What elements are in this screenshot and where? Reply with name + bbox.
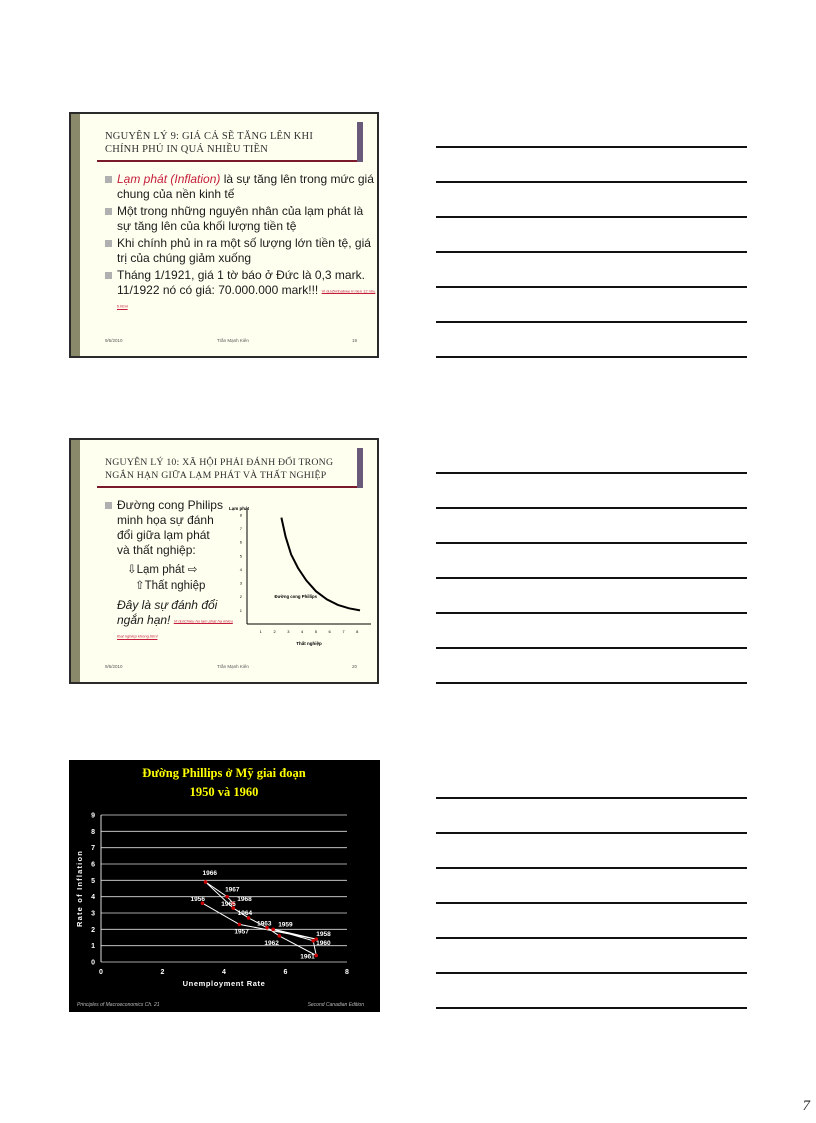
bullet-item: [105, 172, 377, 202]
note-line: [436, 146, 747, 148]
data-point: [314, 954, 318, 958]
bullet-item: [105, 498, 223, 558]
y-tick-label: 4: [91, 894, 95, 902]
bullet-text: là sự tăng lên trong mức giá chung của nền kinh tế: [117, 172, 374, 201]
y-tick-label: 7: [91, 845, 95, 853]
footer-book: Principles of Macroeconomics Ch. 21: [77, 1002, 160, 1008]
note-line: [436, 577, 747, 579]
note-line: [436, 902, 747, 904]
footer-date: 9/5/2010: [105, 338, 123, 343]
note-line: [436, 251, 747, 253]
x-tick-label: 3: [287, 629, 290, 634]
x-tick-label: 8: [345, 969, 349, 976]
footer-slide-number: 19: [351, 338, 357, 343]
title-shade: [357, 122, 363, 162]
data-label: 1968: [237, 896, 252, 904]
data-label: 1959: [278, 921, 293, 929]
conclusion: [117, 598, 235, 644]
bullet-square-icon: [105, 176, 112, 183]
bullet-text: Một trong những nguyên nhân của lạm phát là sự tăng lên của khối lượng tiền tệ: [117, 204, 364, 233]
x-axis-label: Thất nghiệp: [296, 641, 322, 646]
y-tick-label: 8: [91, 828, 95, 836]
slide-title: [105, 456, 365, 482]
title-shade: [357, 448, 363, 488]
note-line: [436, 181, 747, 183]
chart-title-line-1: Đường Phillips ở Mỹ giai đoạn: [142, 766, 306, 780]
note-line: [436, 321, 747, 323]
note-line: [436, 937, 747, 939]
slide-title: [105, 130, 365, 156]
note-line: [436, 797, 747, 799]
title-line-1: NGUYÊN LÝ 9: GIÁ CẢ SẼ TĂNG LÊN KHI: [105, 131, 314, 142]
data-label: 1966: [202, 869, 218, 877]
note-line: [436, 507, 747, 509]
sub-bullet-inflation: ⇩Lạm phát ⇨: [127, 564, 198, 576]
note-line: [436, 286, 747, 288]
slide-accent-bar: [71, 440, 80, 682]
title-rule: [97, 160, 357, 162]
y-tick-label: 6: [239, 539, 242, 545]
footer-edition: Second Canadian Edition: [307, 1002, 364, 1008]
bullet-item: [105, 236, 377, 266]
y-tick-label: 0: [91, 959, 95, 967]
bullet-item: [105, 204, 377, 234]
note-line: [436, 356, 747, 358]
y-tick-label: 2: [91, 926, 95, 934]
x-tick-label: 4: [222, 969, 226, 976]
x-tick-label: 7: [342, 629, 345, 634]
note-line: [436, 647, 747, 649]
y-tick-label: 8: [239, 512, 242, 518]
slide-20: [69, 438, 379, 684]
data-label: 1957: [234, 928, 249, 936]
y-axis-label: Lạm phát: [229, 506, 250, 511]
note-line: [436, 832, 747, 834]
sub-bullet-unemployment: ⇧Thất nghiệp: [135, 580, 206, 592]
y-tick-label: 6: [91, 861, 95, 869]
note-line: [436, 867, 747, 869]
x-tick-label: 2: [273, 629, 276, 634]
data-point: [311, 939, 315, 943]
data-label: 1961: [300, 953, 315, 961]
y-tick-label: 9: [91, 812, 95, 820]
note-line: [436, 216, 747, 218]
curve-annotation: Đường cong Phillips: [274, 594, 318, 600]
title-line-2: CHÍNH PHỦ IN QUÁ NHIỀU TIỀN: [105, 144, 268, 155]
example-link[interactable]: Vi du\Chieu hu lam phat ha nhieu that nghiep khong.html: [117, 618, 233, 639]
y-tick-label: 2: [239, 594, 242, 600]
note-line: [436, 612, 747, 614]
title-rule: [97, 486, 357, 488]
title-line-1: NGUYÊN LÝ 10: XÃ HỘI PHẢI ĐÁNH ĐỔI TRONG: [105, 457, 334, 468]
bullet-item: [105, 268, 377, 314]
us-phillips-chart: [69, 760, 380, 1012]
bullet-emphasis: Lạm phát (Inflation): [117, 172, 221, 186]
bullet-square-icon: [105, 272, 112, 279]
bullet-square-icon: [105, 240, 112, 247]
bullet-list: [105, 498, 223, 560]
data-point: [225, 895, 229, 899]
data-label: 1963: [257, 920, 272, 928]
footer-date: 9/5/2010: [105, 664, 123, 669]
example-link[interactable]: Vi du\Zimbabwe in tien 12 nhu ti.html: [117, 288, 376, 309]
y-tick-label: 3: [91, 910, 95, 918]
data-point: [278, 934, 282, 938]
conclusion-text: Đây là sự đánh đổi ngắn hạn!: [117, 598, 218, 627]
note-line: [436, 682, 747, 684]
slide-21: [69, 760, 380, 1012]
bullet-text: Khi chính phủ in ra một số lượng lớn tiền tệ, giá trị của chúng giảm xuống: [117, 236, 371, 265]
y-tick-label: 1: [91, 943, 95, 951]
x-tick-label: 6: [328, 629, 331, 634]
data-label: 1967: [225, 886, 240, 894]
x-axis-label: Unemployment Rate: [182, 979, 266, 988]
chart-title-line-2: 1950 và 1960: [189, 785, 259, 799]
note-line: [436, 972, 747, 974]
series-line: [203, 882, 317, 956]
sub-bullets: [127, 562, 205, 594]
footer-slide-number: 20: [351, 664, 357, 669]
slide-accent-bar: [71, 114, 80, 356]
note-line: [436, 472, 747, 474]
y-tick-label: 5: [239, 553, 242, 559]
footer-author: Trần Mạnh Kiên: [217, 664, 249, 669]
y-tick-label: 7: [239, 525, 242, 531]
note-line: [436, 542, 747, 544]
y-tick-label: 1: [239, 607, 242, 613]
data-label: 1958: [316, 931, 331, 939]
y-axis-label: Rate of Inflation: [75, 849, 84, 928]
page-number: 7: [802, 1098, 810, 1114]
data-label: 1960: [316, 939, 331, 947]
x-tick-label: 1: [259, 629, 262, 634]
bullet-square-icon: [105, 208, 112, 215]
footer-author: Trần Mạnh Kiên: [217, 338, 249, 343]
title-line-2: NGẮN HẠN GIỮA LẠM PHÁT VÀ THẤT NGHIỆP: [105, 470, 327, 481]
bullet-text: Tháng 1/1921, giá 1 tờ báo ở Đức là 0,3 mark. 11/1922 nó có giá: 70.000.000 mark!!!: [117, 268, 365, 297]
note-line: [436, 1007, 747, 1009]
x-tick-label: 2: [160, 969, 165, 976]
bullet-square-icon: [105, 502, 112, 509]
phillips-curve-chart: [225, 502, 377, 652]
x-tick-label: 8: [356, 629, 359, 634]
data-label: 1965: [221, 901, 236, 909]
y-tick-label: 3: [239, 580, 242, 586]
data-point: [238, 923, 242, 927]
bullet-text: Đường cong Philips minh họa sự đánh đổi giữa lạm phát và thất nghiệp:: [117, 498, 223, 557]
bullet-list: [105, 172, 377, 316]
data-label: 1964: [237, 909, 253, 917]
x-tick-label: 5: [314, 629, 318, 634]
data-point: [204, 880, 208, 884]
data-label: 1956: [190, 896, 205, 904]
x-tick-label: 4: [300, 629, 304, 634]
y-tick-label: 4: [239, 566, 242, 572]
x-tick-label: 0: [99, 969, 103, 976]
x-tick-label: 6: [283, 969, 288, 976]
y-tick-label: 5: [91, 877, 95, 885]
data-point: [271, 928, 275, 932]
slide-19: [69, 112, 379, 358]
data-label: 1962: [264, 939, 279, 947]
